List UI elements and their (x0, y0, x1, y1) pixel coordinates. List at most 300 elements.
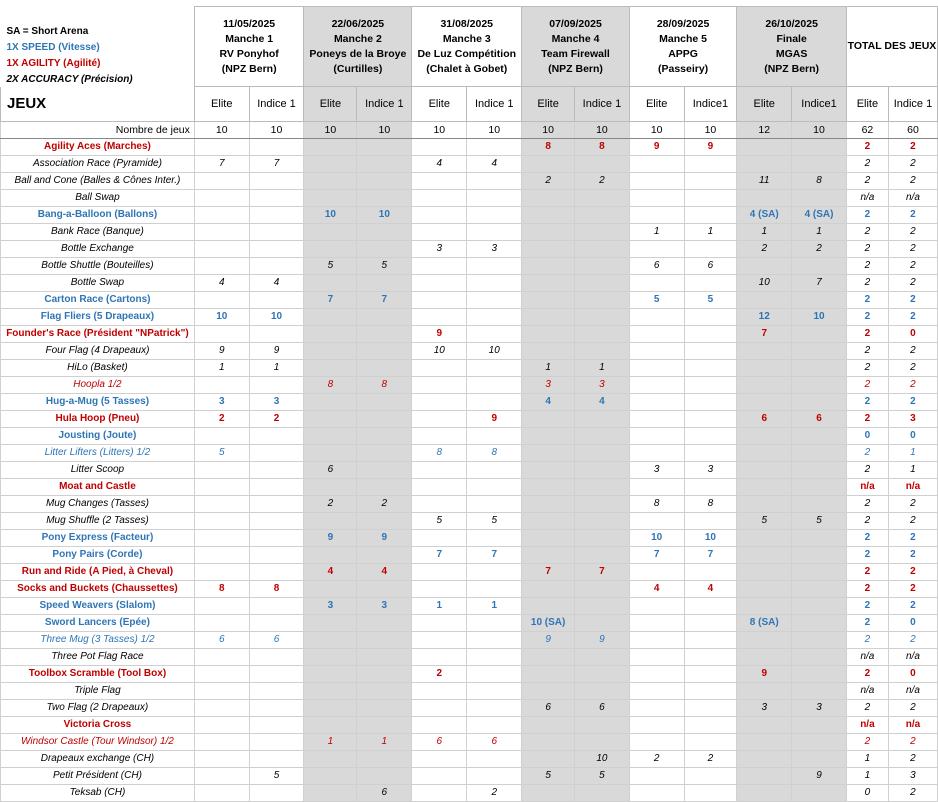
game-value: 3 (249, 394, 304, 411)
game-value: 2 (792, 241, 847, 258)
game-value (412, 275, 467, 292)
game-name: Socks and Buckets (Chaussettes) (1, 581, 195, 598)
game-value (357, 768, 412, 785)
event-date: 26/10/2025 (765, 17, 818, 30)
game-value: 2 (684, 751, 737, 768)
game-value (575, 445, 630, 462)
game-value (194, 700, 249, 717)
game-value (412, 377, 467, 394)
game-name: Petit Président (CH) (1, 768, 195, 785)
game-value: 5 (194, 445, 249, 462)
game-row (1, 377, 938, 394)
game-row (1, 547, 938, 564)
game-value (684, 564, 737, 581)
game-value (357, 683, 412, 700)
count-row (1, 122, 938, 139)
game-name: Hug-a-Mug (5 Tasses) (1, 394, 195, 411)
game-value (467, 615, 522, 632)
game-value (629, 649, 684, 666)
game-value (357, 751, 412, 768)
total-value: 2 (846, 173, 888, 190)
game-value (575, 649, 630, 666)
game-value (249, 496, 304, 513)
count-label: Nombre de jeux (1, 122, 195, 139)
game-value (522, 326, 575, 343)
game-value (522, 513, 575, 530)
game-value: 12 (737, 309, 792, 326)
game-value (522, 530, 575, 547)
game-value (194, 513, 249, 530)
game-value (629, 717, 684, 734)
game-value (522, 309, 575, 326)
game-value (467, 751, 522, 768)
event-manche: Manche 1 (225, 32, 274, 45)
game-value (357, 360, 412, 377)
game-name: Toolbox Scramble (Tool Box) (1, 666, 195, 683)
game-value (467, 207, 522, 224)
total-value: 2 (846, 581, 888, 598)
game-value (304, 615, 357, 632)
game-value: 2 (629, 751, 684, 768)
total-value: 2 (846, 496, 888, 513)
total-value: 2 (888, 377, 937, 394)
game-name: Litter Scoop (1, 462, 195, 479)
total-value: 2 (888, 547, 937, 564)
game-value: 1 (357, 734, 412, 751)
game-value (249, 377, 304, 394)
game-value: 9 (522, 632, 575, 649)
game-value (575, 292, 630, 309)
game-value: 5 (467, 513, 522, 530)
game-value (629, 700, 684, 717)
game-value (467, 717, 522, 734)
total-value: 2 (846, 360, 888, 377)
game-value (467, 394, 522, 411)
elite-header: Elite (412, 87, 467, 122)
game-value: 7 (792, 275, 847, 292)
game-value (467, 649, 522, 666)
game-value (792, 530, 847, 547)
game-value (357, 275, 412, 292)
event-header (304, 7, 412, 87)
game-value (194, 479, 249, 496)
game-value (357, 309, 412, 326)
game-value: 10 (304, 207, 357, 224)
game-value (575, 343, 630, 360)
total-value: n/a (888, 649, 937, 666)
game-value (304, 581, 357, 598)
game-value (194, 292, 249, 309)
game-value (522, 649, 575, 666)
total-value: 3 (888, 411, 937, 428)
total-value: 2 (846, 411, 888, 428)
total-value: 2 (846, 275, 888, 292)
game-value (304, 156, 357, 173)
game-value: 5 (684, 292, 737, 309)
game-value (412, 139, 467, 156)
indice-header: Indice 1 (888, 87, 937, 122)
game-value: 1 (792, 224, 847, 241)
game-value: 5 (412, 513, 467, 530)
count-value: 10 (194, 122, 249, 139)
game-name: Ball Swap (1, 190, 195, 207)
game-value (467, 683, 522, 700)
game-value (737, 462, 792, 479)
game-value (792, 190, 847, 207)
game-value: 4 (575, 394, 630, 411)
game-value: 8 (357, 377, 412, 394)
game-value (684, 683, 737, 700)
game-value (194, 496, 249, 513)
game-value: 4 (467, 156, 522, 173)
game-value (194, 428, 249, 445)
game-row (1, 734, 938, 751)
indice-header: Indice 1 (357, 87, 412, 122)
game-value (737, 598, 792, 615)
total-value: 2 (888, 581, 937, 598)
game-value (249, 513, 304, 530)
game-value (737, 156, 792, 173)
game-name: Teksab (CH) (1, 785, 195, 802)
game-value (467, 309, 522, 326)
total-value: 2 (846, 156, 888, 173)
game-value (629, 326, 684, 343)
total-value: 2 (846, 343, 888, 360)
game-value: 9 (412, 326, 467, 343)
game-value (792, 683, 847, 700)
game-value (737, 632, 792, 649)
game-value (792, 785, 847, 802)
elite-header: Elite (846, 87, 888, 122)
game-value (792, 632, 847, 649)
game-value (194, 190, 249, 207)
game-value (467, 700, 522, 717)
total-value: 2 (846, 445, 888, 462)
game-value (522, 717, 575, 734)
game-value (522, 190, 575, 207)
game-value (249, 428, 304, 445)
game-value (684, 326, 737, 343)
game-value (737, 496, 792, 513)
game-value: 3 (467, 241, 522, 258)
game-value: 1 (304, 734, 357, 751)
game-value (412, 394, 467, 411)
total-value: 2 (888, 207, 937, 224)
total-value: n/a (846, 190, 888, 207)
game-value (467, 564, 522, 581)
game-value (357, 649, 412, 666)
game-value (249, 785, 304, 802)
game-value: 7 (522, 564, 575, 581)
game-value (737, 139, 792, 156)
event-manche: Finale (776, 32, 807, 45)
game-value (467, 139, 522, 156)
game-value (737, 564, 792, 581)
total-value: 2 (888, 241, 937, 258)
game-row (1, 241, 938, 258)
game-value: 7 (684, 547, 737, 564)
game-value (412, 530, 467, 547)
game-row (1, 173, 938, 190)
game-value (467, 768, 522, 785)
total-value: 2 (888, 394, 937, 411)
total-value: 2 (888, 156, 937, 173)
game-value (194, 530, 249, 547)
game-value: 1 (249, 360, 304, 377)
game-value (629, 445, 684, 462)
event-manche: Manche 5 (659, 32, 708, 45)
game-value (792, 462, 847, 479)
game-value: 6 (629, 258, 684, 275)
game-value (522, 343, 575, 360)
event-organizer: MGAS (775, 47, 808, 60)
game-value (304, 428, 357, 445)
game-value (249, 258, 304, 275)
game-value: 2 (194, 411, 249, 428)
total-value: 2 (846, 530, 888, 547)
game-value: 10 (737, 275, 792, 292)
games-table (0, 6, 938, 802)
game-value (684, 190, 737, 207)
count-value: 62 (846, 122, 888, 139)
game-value (522, 734, 575, 751)
count-value: 10 (304, 122, 357, 139)
game-value (304, 343, 357, 360)
count-value: 10 (684, 122, 737, 139)
game-value (467, 462, 522, 479)
game-value (357, 394, 412, 411)
game-value: 8 (SA) (737, 615, 792, 632)
game-name: Pony Express (Facteur) (1, 530, 195, 547)
game-row (1, 360, 938, 377)
game-value (304, 241, 357, 258)
game-value (575, 683, 630, 700)
game-value (575, 496, 630, 513)
game-value (629, 207, 684, 224)
game-value (684, 156, 737, 173)
game-value (304, 139, 357, 156)
game-value (792, 258, 847, 275)
game-row (1, 190, 938, 207)
game-value (684, 241, 737, 258)
game-value: 9 (792, 768, 847, 785)
game-value: 9 (737, 666, 792, 683)
game-value (737, 751, 792, 768)
event-header (629, 7, 737, 87)
event-organizer: De Luz Compétition (417, 47, 517, 60)
game-value (629, 343, 684, 360)
game-value: 6 (522, 700, 575, 717)
game-name: Victoria Cross (1, 717, 195, 734)
game-value (792, 734, 847, 751)
game-value: 2 (737, 241, 792, 258)
game-value (575, 190, 630, 207)
game-value (575, 309, 630, 326)
total-value: 2 (888, 734, 937, 751)
game-value: 10 (684, 530, 737, 547)
count-value: 12 (737, 122, 792, 139)
game-value: 5 (249, 768, 304, 785)
indice-header: Indice 1 (249, 87, 304, 122)
game-value: 10 (357, 207, 412, 224)
game-name: Mug Changes (Tasses) (1, 496, 195, 513)
event-manche: Manche 2 (333, 32, 382, 45)
game-value: 10 (792, 309, 847, 326)
game-value (467, 258, 522, 275)
game-value (249, 666, 304, 683)
event-place: (NPZ Bern) (221, 62, 277, 75)
game-value (357, 547, 412, 564)
game-value: 8 (304, 377, 357, 394)
game-value (249, 173, 304, 190)
game-value: 6 (249, 632, 304, 649)
game-value: 1 (194, 360, 249, 377)
game-value (194, 224, 249, 241)
game-value (522, 598, 575, 615)
game-value (412, 564, 467, 581)
game-value (737, 581, 792, 598)
game-value (357, 343, 412, 360)
game-value (194, 649, 249, 666)
game-value (249, 190, 304, 207)
game-value (575, 547, 630, 564)
event-manche: Manche 4 (551, 32, 600, 45)
game-value: 9 (249, 343, 304, 360)
game-value: 3 (357, 598, 412, 615)
game-value (522, 785, 575, 802)
game-row (1, 649, 938, 666)
game-value (629, 513, 684, 530)
total-value: 2 (888, 564, 937, 581)
game-value (575, 581, 630, 598)
game-name: Bang-a-Balloon (Ballons) (1, 207, 195, 224)
game-value: 4 (304, 564, 357, 581)
total-value: 2 (846, 292, 888, 309)
game-value (575, 530, 630, 547)
total-value: n/a (846, 649, 888, 666)
game-name: Two Flag (2 Drapeaux) (1, 700, 195, 717)
game-value (522, 411, 575, 428)
game-value (522, 666, 575, 683)
game-value (304, 632, 357, 649)
game-row (1, 768, 938, 785)
game-value (249, 530, 304, 547)
game-value: 3 (684, 462, 737, 479)
game-value (357, 241, 412, 258)
game-row (1, 615, 938, 632)
game-value: 10 (412, 343, 467, 360)
game-value (249, 479, 304, 496)
legend-agility: 1X AGILITY (Agilité) (6, 57, 101, 69)
game-value (792, 428, 847, 445)
game-value (575, 326, 630, 343)
game-value (357, 717, 412, 734)
indice-header: Indice1 (684, 87, 737, 122)
total-value: 2 (888, 343, 937, 360)
game-value: 6 (412, 734, 467, 751)
total-value: 2 (846, 309, 888, 326)
game-value: 8 (522, 139, 575, 156)
game-value (194, 326, 249, 343)
game-value (684, 207, 737, 224)
game-value (467, 190, 522, 207)
game-value (522, 292, 575, 309)
game-value (304, 173, 357, 190)
game-value (629, 173, 684, 190)
game-value: 5 (792, 513, 847, 530)
game-row (1, 700, 938, 717)
game-value: 5 (737, 513, 792, 530)
game-value (792, 649, 847, 666)
total-value: 2 (846, 632, 888, 649)
total-value: 2 (888, 513, 937, 530)
game-value: 5 (357, 258, 412, 275)
game-value (357, 581, 412, 598)
game-value (249, 207, 304, 224)
game-value (522, 751, 575, 768)
total-value: 2 (888, 751, 937, 768)
game-value: 4 (684, 581, 737, 598)
total-value: 2 (846, 207, 888, 224)
total-value: n/a (888, 683, 937, 700)
game-value: 6 (792, 411, 847, 428)
game-value (629, 615, 684, 632)
game-value: 2 (522, 173, 575, 190)
game-value (304, 275, 357, 292)
game-value (412, 632, 467, 649)
game-value (684, 343, 737, 360)
game-value: 10 (629, 530, 684, 547)
game-value: 3 (792, 700, 847, 717)
game-value (684, 598, 737, 615)
total-value: 2 (846, 734, 888, 751)
game-value: 2 (412, 666, 467, 683)
sub-header-row (1, 87, 938, 122)
game-value (737, 649, 792, 666)
game-value (629, 768, 684, 785)
game-value (629, 377, 684, 394)
game-value: 4 (522, 394, 575, 411)
game-row (1, 496, 938, 513)
game-value: 3 (194, 394, 249, 411)
game-name: Bottle Exchange (1, 241, 195, 258)
game-value (194, 139, 249, 156)
total-value: 2 (888, 530, 937, 547)
game-value (792, 139, 847, 156)
game-value (629, 632, 684, 649)
total-value: n/a (888, 717, 937, 734)
elite-header: Elite (304, 87, 357, 122)
game-value (737, 343, 792, 360)
game-value (194, 598, 249, 615)
game-value (737, 190, 792, 207)
game-value (194, 751, 249, 768)
game-row (1, 207, 938, 224)
game-value (684, 649, 737, 666)
game-value (357, 700, 412, 717)
game-value (412, 479, 467, 496)
game-value: 9 (684, 139, 737, 156)
game-value (194, 564, 249, 581)
game-value (194, 615, 249, 632)
game-value (304, 700, 357, 717)
event-manche: Manche 3 (442, 32, 491, 45)
game-value (194, 241, 249, 258)
game-value (684, 666, 737, 683)
game-value: 9 (194, 343, 249, 360)
game-value (737, 683, 792, 700)
total-value: 2 (846, 666, 888, 683)
